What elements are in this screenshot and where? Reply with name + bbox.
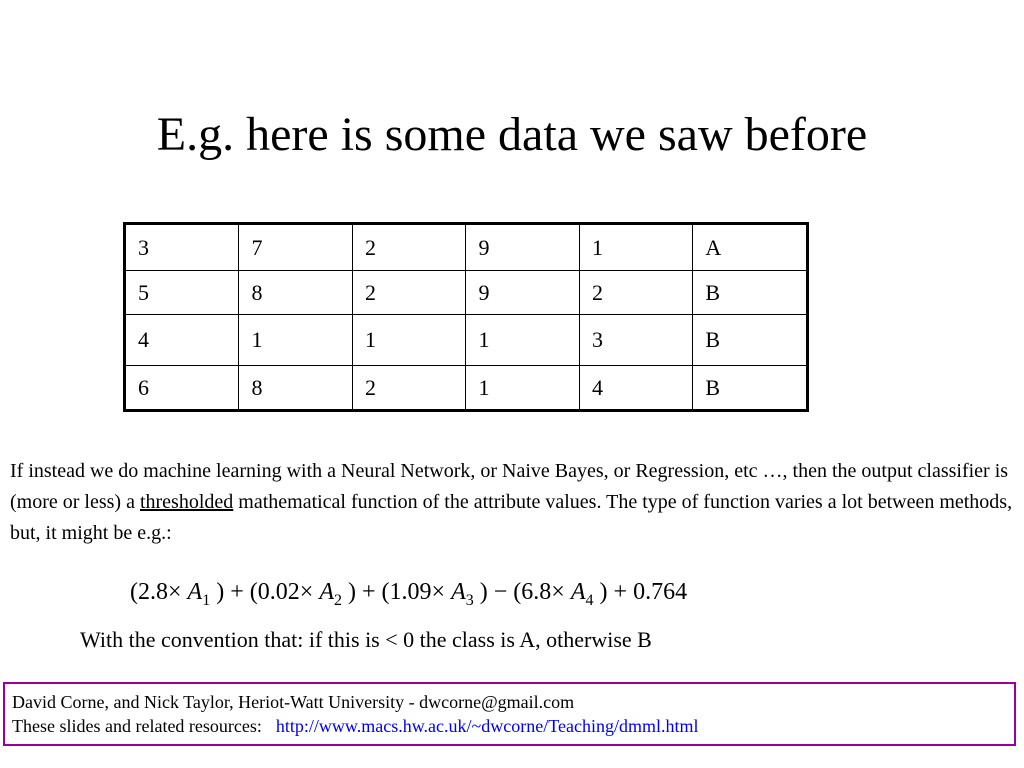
table-cell: 1 bbox=[352, 315, 465, 366]
formula-operator: × bbox=[168, 579, 182, 605]
footer-resources-label: These slides and related resources: bbox=[12, 716, 262, 736]
table-cell: 2 bbox=[352, 271, 465, 315]
formula-operator: + bbox=[361, 579, 376, 605]
paragraph-text: If instead we do machine learning with a Neural Network, or Naive Bayes, or Regression, etc …, then the output classifier is (more or less) a bbox=[10, 460, 1009, 513]
table-cell: 4 bbox=[579, 366, 692, 411]
formula-term: (6.8 bbox=[513, 579, 552, 605]
formula-term: (0.02 bbox=[249, 579, 300, 605]
formula-variable: A bbox=[451, 579, 466, 605]
data-table bbox=[123, 222, 809, 412]
table-cell: 4 bbox=[125, 315, 239, 366]
footer bbox=[3, 682, 1016, 746]
table-row bbox=[125, 366, 808, 411]
formula-subscript: 1 bbox=[202, 592, 211, 609]
formula-operator: × bbox=[551, 579, 565, 605]
convention-text: With the convention that: if this is < 0 the class is A, otherwise B bbox=[80, 627, 652, 652]
table-cell: 9 bbox=[466, 271, 579, 315]
table-cell: 1 bbox=[579, 224, 692, 271]
resources-link[interactable]: http://www.macs.hw.ac.uk/~dwcorne/Teaching/dmml.html bbox=[275, 716, 699, 736]
table-cell: 2 bbox=[352, 366, 465, 411]
formula-term: ) bbox=[479, 579, 488, 605]
table-row bbox=[125, 271, 808, 315]
formula-operator: + bbox=[613, 579, 628, 605]
formula-subscript: 3 bbox=[465, 592, 474, 609]
formula-subscript: 2 bbox=[333, 592, 342, 609]
formula-constant: 0.764 bbox=[633, 579, 688, 605]
formula-variable: A bbox=[187, 579, 203, 605]
table-row bbox=[125, 315, 808, 366]
table-cell: 8 bbox=[239, 366, 352, 411]
formula-operator: + bbox=[230, 579, 244, 605]
table-cell: 3 bbox=[579, 315, 692, 366]
underlined-term: thresholded bbox=[139, 491, 234, 513]
formula-operator: − bbox=[493, 579, 508, 605]
formula-term: (2.8 bbox=[130, 579, 168, 605]
formula bbox=[130, 574, 687, 610]
formula-term: ) bbox=[347, 579, 356, 605]
table-cell: 8 bbox=[239, 271, 352, 315]
table-cell: 3 bbox=[125, 224, 239, 271]
table-cell: 2 bbox=[579, 271, 692, 315]
formula-operator: × bbox=[431, 579, 446, 605]
table-cell: 1 bbox=[466, 366, 579, 411]
footer-credits: David Corne, and Nick Taylor, Heriot-Watt University - dwcorne@gmail.com bbox=[12, 692, 575, 712]
table-cell: A bbox=[693, 224, 808, 271]
formula-subscript: 4 bbox=[585, 592, 594, 609]
paragraph-text-continued: mathematical function of the attribute values. The type of function varies a lot between methods, but, it might be e.g.: bbox=[10, 491, 1013, 544]
table-cell: 9 bbox=[466, 224, 579, 271]
slide-title: E.g. here is some data we saw before bbox=[156, 108, 868, 161]
formula-operator: × bbox=[299, 579, 314, 605]
table-cell: B bbox=[693, 315, 808, 366]
table-cell: 1 bbox=[466, 315, 579, 366]
table-cell: B bbox=[693, 366, 808, 411]
table-cell: 7 bbox=[239, 224, 352, 271]
table-cell: 6 bbox=[125, 366, 239, 411]
table-cell: 1 bbox=[239, 315, 352, 366]
formula-term: (1.09 bbox=[381, 579, 432, 605]
formula-term: ) bbox=[216, 579, 225, 605]
table-cell: 2 bbox=[352, 224, 465, 271]
table-cell: B bbox=[693, 271, 808, 315]
table-row bbox=[125, 224, 808, 271]
footer-resources bbox=[12, 714, 1014, 738]
formula-term: ) bbox=[599, 579, 608, 605]
body-paragraph bbox=[10, 456, 1014, 549]
formula-variable: A bbox=[319, 579, 334, 605]
table-cell: 5 bbox=[125, 271, 239, 315]
formula-variable: A bbox=[570, 579, 586, 605]
